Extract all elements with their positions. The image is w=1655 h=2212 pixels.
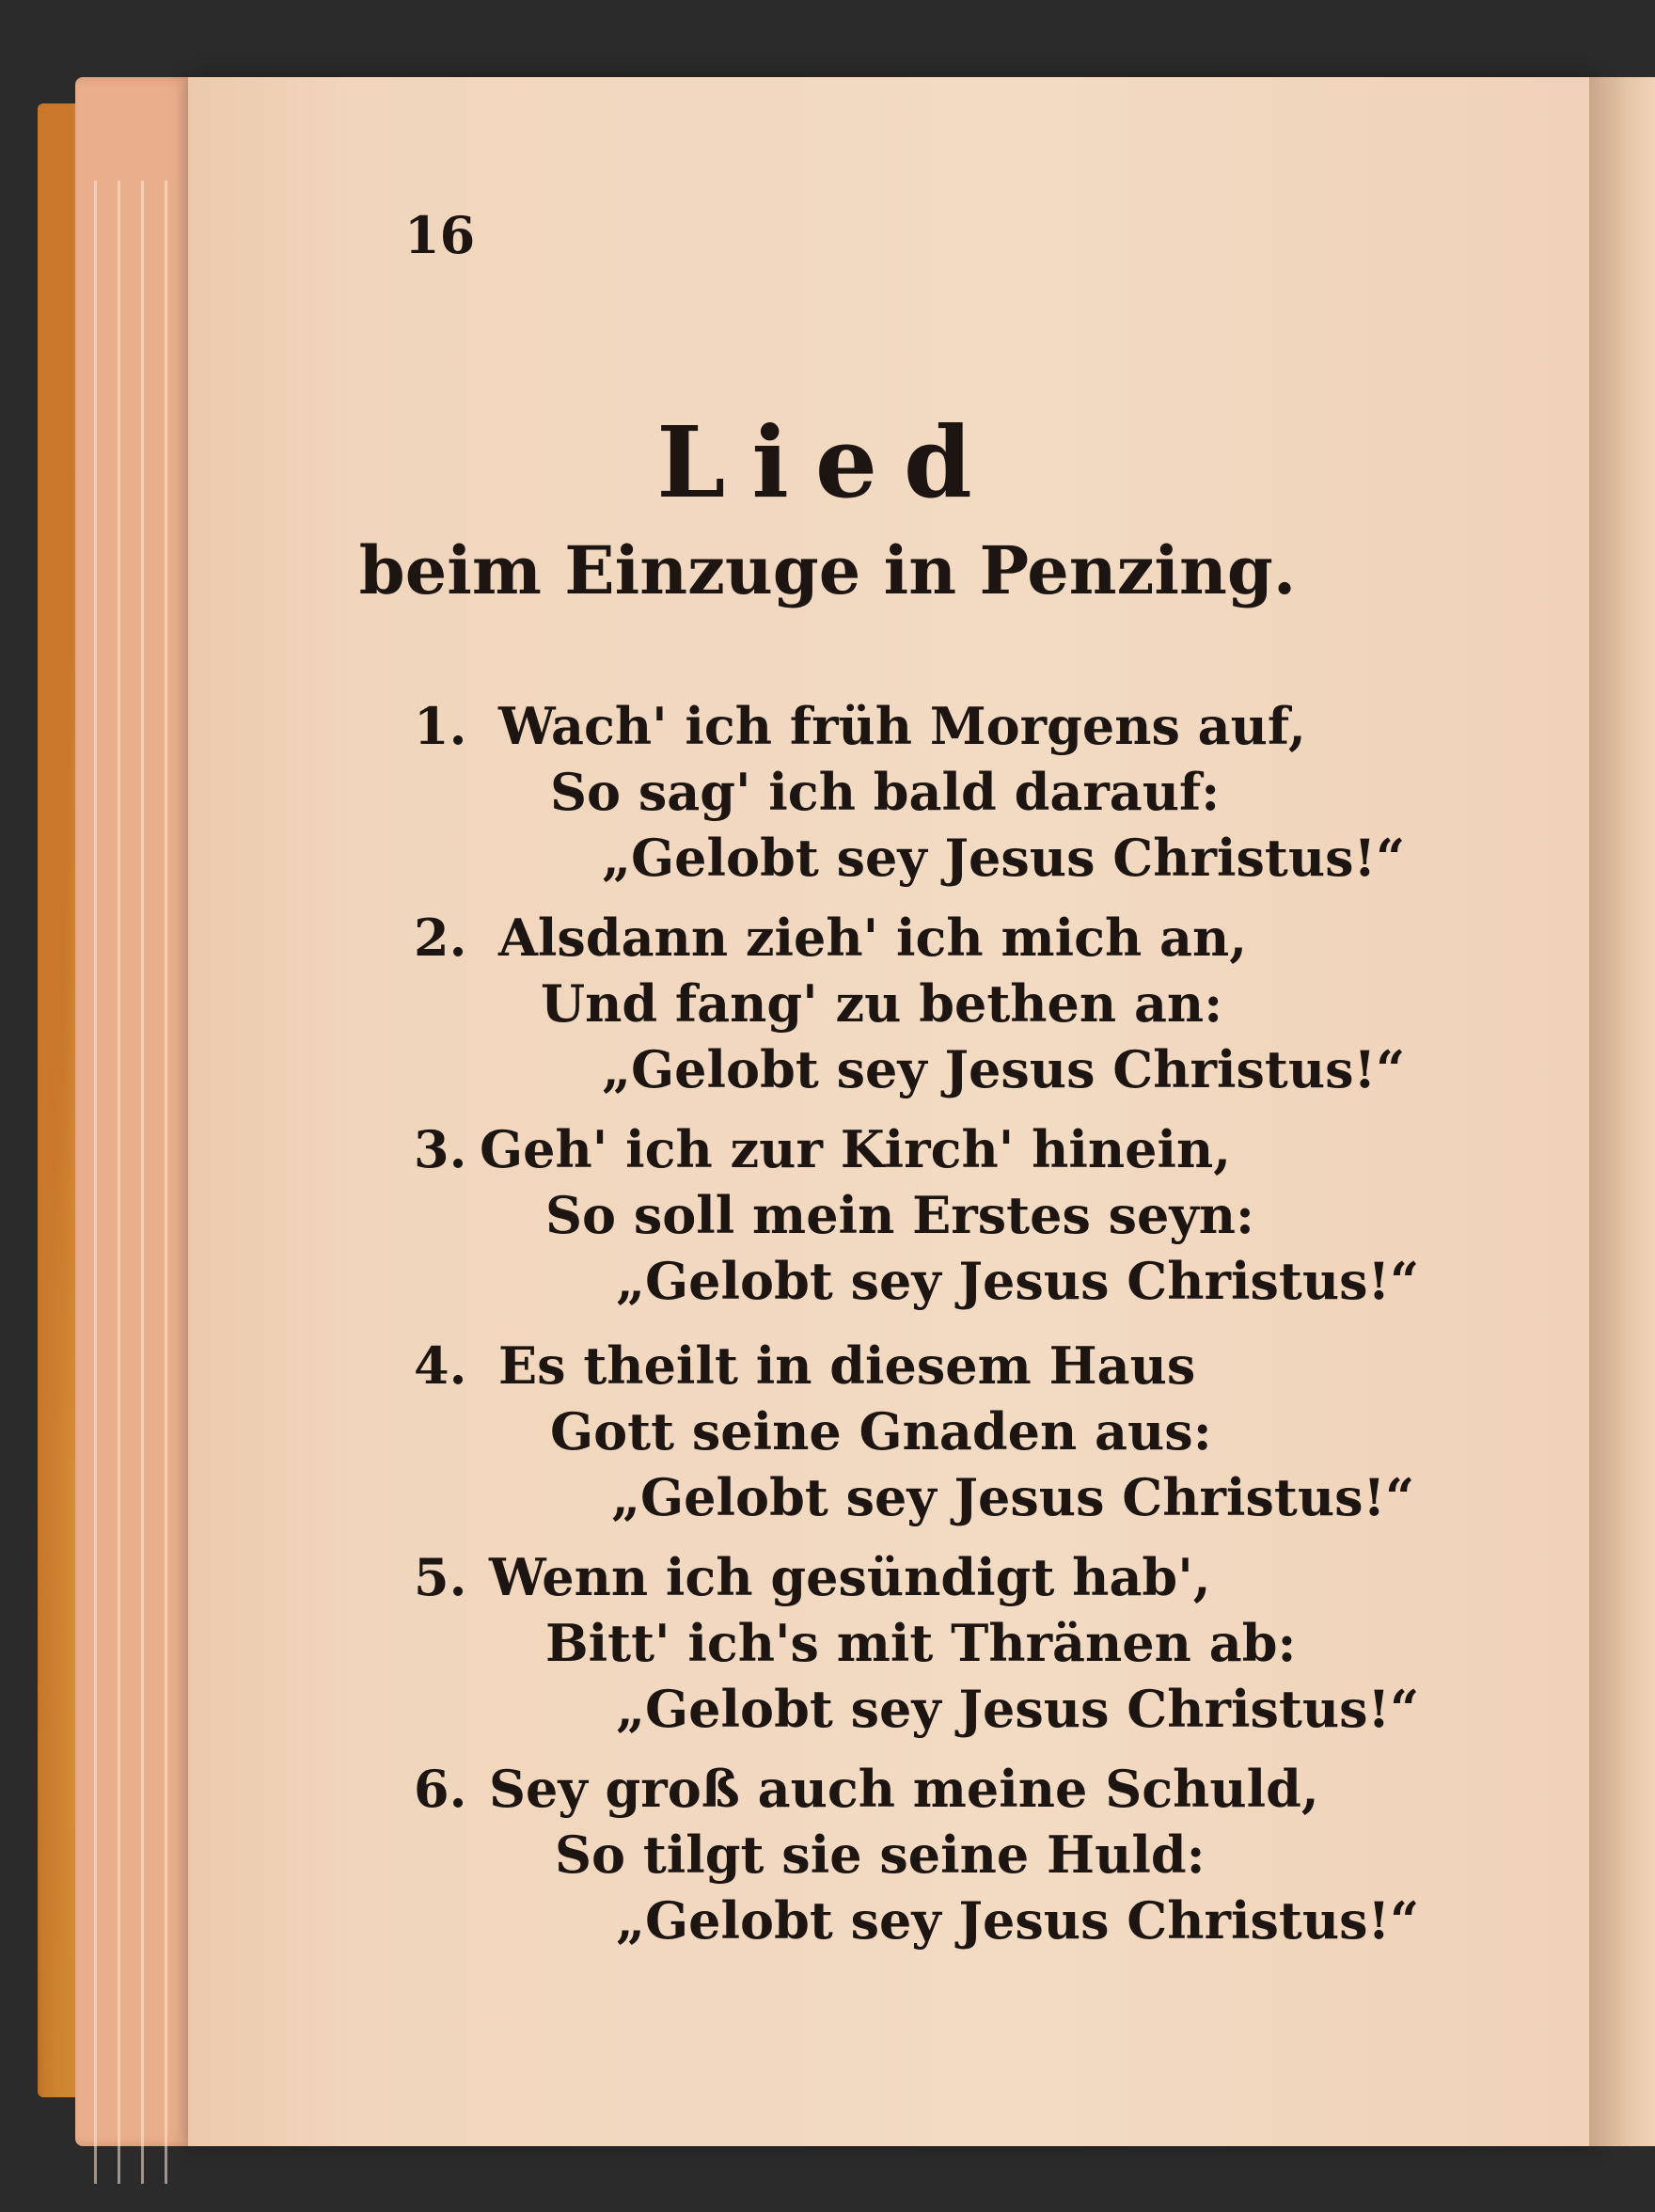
song-title: Lied [656,404,999,520]
verse-number: 6. [414,1759,467,1819]
verse-line: So soll mein Erstes seyn: [545,1185,1254,1245]
verse-number: 2. [414,908,467,968]
verse-refrain: „Gelobt sey Jesus Christus!“ [616,1251,1420,1311]
verse-refrain: „Gelobt sey Jesus Christus!“ [616,1890,1420,1951]
verse-line: Alsdann zieh' ich mich an, [498,908,1248,968]
song-subtitle: beim Einzuge in Penzing. [358,531,1297,609]
verse-line: Und fang' zu bethen an: [541,973,1223,1034]
verse-line: So tilgt sie seine Huld: [555,1825,1206,1885]
verse-line: Bitt' ich's mit Thränen ab: [545,1613,1297,1673]
verse-line: Wach' ich früh Morgens auf, [498,696,1306,756]
verse-number: 4. [414,1335,467,1396]
verse-refrain: „Gelobt sey Jesus Christus!“ [611,1467,1415,1527]
verse-refrain: „Gelobt sey Jesus Christus!“ [602,828,1406,888]
verse-line: Wenn ich gesündigt hab', [489,1547,1211,1607]
verse-number: 5. [414,1547,467,1607]
verse-number: 3. [414,1119,467,1179]
verse-line: Es theilt in diesem Haus [498,1335,1196,1396]
verse-line: Geh' ich zur Kirch' hinein, [480,1119,1232,1179]
verse-line: Gott seine Gnaden aus: [550,1401,1212,1462]
page-number: 16 [404,205,476,265]
verse-line: So sag' ich bald darauf: [550,762,1221,822]
verse-number: 1. [414,696,467,756]
verse-refrain: „Gelobt sey Jesus Christus!“ [602,1039,1406,1099]
page-gutter [1589,77,1655,2146]
verse-refrain: „Gelobt sey Jesus Christus!“ [616,1679,1420,1739]
verse-line: Sey groß auch meine Schuld, [489,1759,1319,1819]
